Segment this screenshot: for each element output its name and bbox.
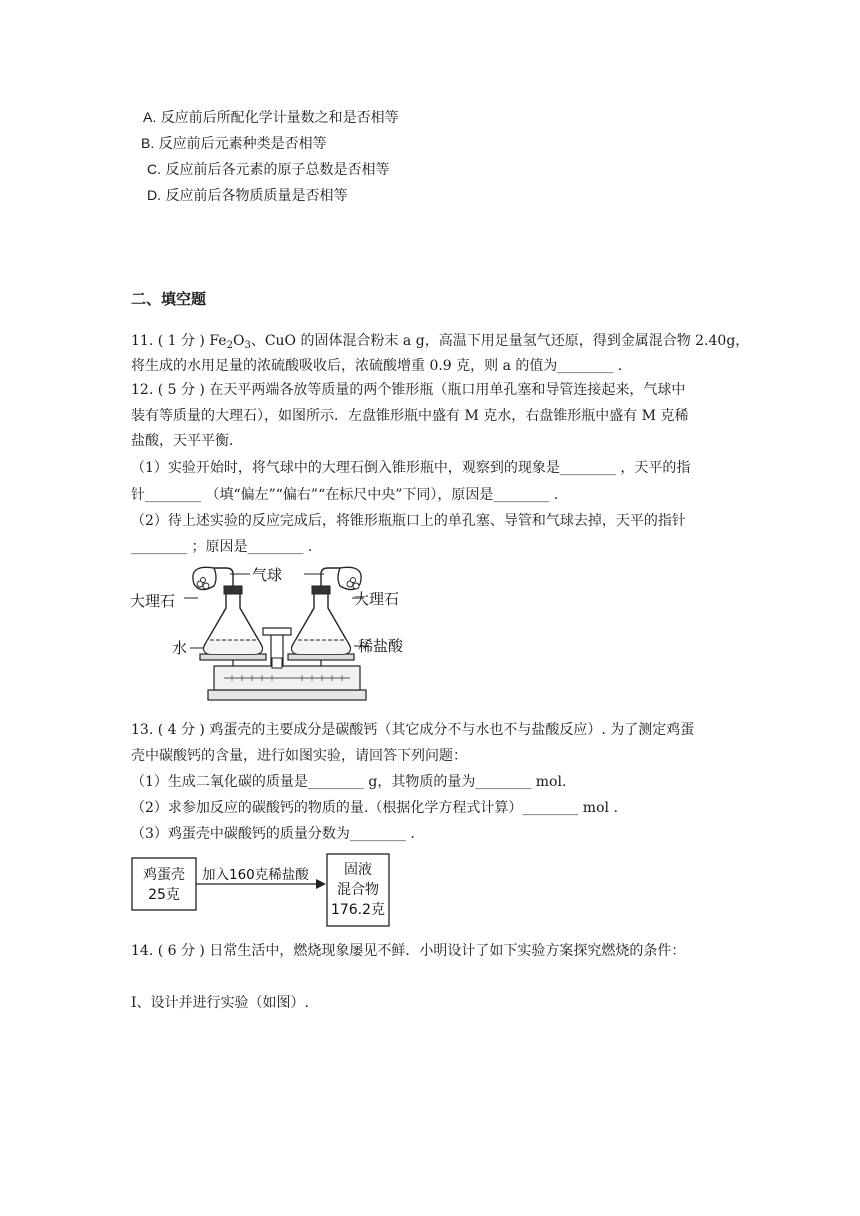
- option-d: [147, 185, 347, 206]
- marble-right-label: 大理石: [354, 590, 400, 608]
- balance-base: [208, 690, 366, 700]
- option-letter: C.: [147, 161, 161, 177]
- option-text: 反应前后元素种类是否相等: [158, 136, 327, 152]
- q11-prefix: 11. ( 1 分 ) Fe: [131, 333, 227, 349]
- mixture-box-line3: 176.2克: [330, 902, 386, 918]
- option-a: [143, 107, 399, 128]
- option-text: 反应前后各元素的原子总数是否相等: [165, 162, 390, 178]
- right-pan: [288, 654, 354, 660]
- option-letter: D.: [147, 187, 161, 203]
- option-b: [141, 133, 327, 154]
- eggshell-box-line1: 鸡蛋壳: [143, 867, 185, 883]
- option-text: 反应前后各物质质量是否相等: [165, 188, 348, 204]
- balance-diagram: [128, 562, 408, 710]
- balloon-label: 气球: [252, 566, 283, 584]
- option-c: [147, 159, 389, 180]
- q11-sub-1: 2: [226, 340, 233, 351]
- q12-line-6: （2）待上述实验的反应完成后，将锥形瓶瓶口上的单孔塞、导管和气球去掉，天平的指针: [131, 513, 686, 529]
- q11-sub-2: 3: [244, 340, 251, 351]
- q11-mid: O: [232, 333, 245, 349]
- left-tube: [214, 568, 233, 586]
- option-letter: A.: [143, 109, 157, 125]
- q13-line-1: 13. ( 4 分 ) 鸡蛋壳的主要成分是碳酸钙（其它成分不与水也不与盐酸反应）. 为了测定鸡蛋: [131, 722, 695, 738]
- marble-left-label: 大理石: [130, 592, 176, 610]
- eggshell-flow-diagram: [130, 852, 392, 928]
- flow-arrow-label: 加入160克稀盐酸: [202, 867, 309, 883]
- acid-label: 稀盐酸: [358, 637, 404, 655]
- left-pan: [200, 654, 266, 660]
- eggshell-box-line2: 25克: [148, 887, 180, 903]
- eggshell-flow-figure: [130, 852, 392, 928]
- q11-line-2: 将生成的水用足量的浓硫酸吸收后，浓硫酸增重 0.9 克，则 a 的值为________ .: [131, 358, 623, 374]
- q12-line-5: 针________ （填“偏左”“偏右”“在标尺中央”下同），原因是________ .: [131, 487, 559, 503]
- water-label: 水: [172, 639, 188, 657]
- section-title: 二、填空题: [131, 290, 207, 308]
- q14-line-2: Ⅰ、设计并进行实验（如图）.: [131, 995, 309, 1011]
- option-text: 反应前后所配化学计量数之和是否相等: [160, 110, 399, 126]
- q13-line-3: （1）生成二氧化碳的质量是________ g，其物质的量为________ mol.: [131, 774, 567, 790]
- mixture-box-line1: 固液: [344, 862, 372, 878]
- q12-line-2: 装有等质量的大理石），如图所示．左盘锥形瓶中盛有 M 克水，右盘锥形瓶中盛有 M 克稀: [131, 408, 689, 424]
- balance-figure: [128, 562, 408, 710]
- flow-arrow-head: [316, 879, 326, 889]
- q13-line-4: （2）求参加反应的碳酸钙的物质的量.（根据化学方程式计算）________ mol .: [131, 800, 618, 816]
- right-tube: [321, 568, 340, 586]
- q12-line-7: ________ ；原因是________ .: [131, 539, 313, 555]
- q12-line-1: 12. ( 5 分 ) 在天平两端各放等质量的两个锥形瓶（瓶口用单孔塞和导管连接起来，气球中: [131, 382, 686, 398]
- q12-line-3: 盐酸，天平平衡．: [131, 433, 243, 449]
- q13-line-5: （3）鸡蛋壳中碳酸钙的质量分数为________ .: [131, 826, 415, 842]
- q11-rest: 、CuO 的固体混合粉末 a g，高温下用足量氢气还原，得到金属混合物 2.40g，: [250, 333, 750, 349]
- mixture-box-line2: 混合物: [337, 882, 379, 898]
- q13-line-2: 壳中碳酸钙的含量，进行如图实验，请回答下列问题：: [131, 748, 467, 764]
- q11-line-1: [131, 331, 749, 351]
- q14-line-1: 14. ( 6 分 ) 日常生活中，燃烧现象屡见不鲜．小明设计了如下实验方案探究燃烧的条件：: [131, 943, 686, 959]
- option-letter: B.: [141, 135, 155, 151]
- q12-line-4: （1）实验开始时，将气球中的大理石倒入锥形瓶中，观察到的现象是________ ，天平的指: [131, 460, 691, 476]
